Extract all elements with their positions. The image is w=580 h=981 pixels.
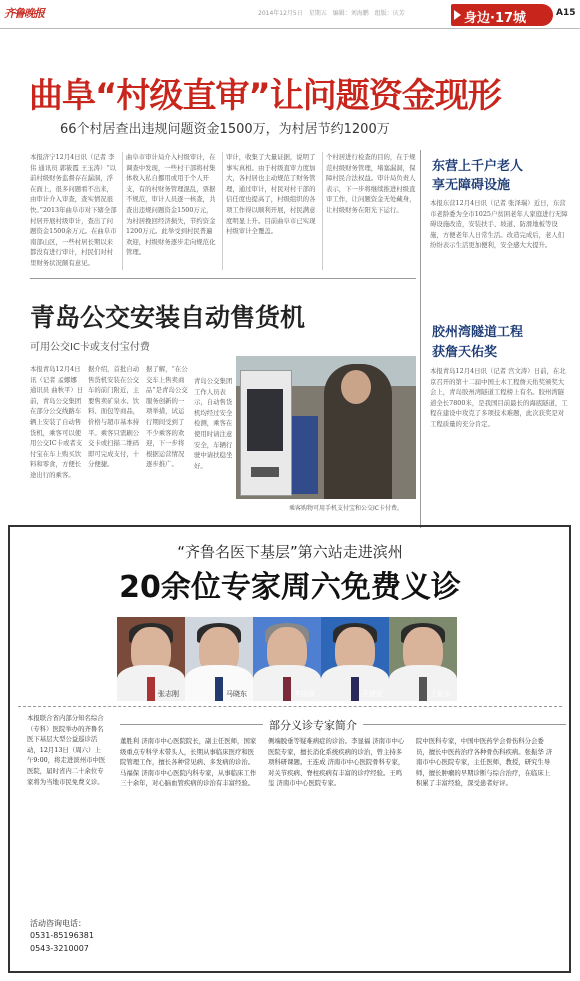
doctor-photo: [117, 617, 185, 701]
expert-bio-col3: 院中医科专家，中国中医药学会骨伤科分会委员，擅长中医药治疗各种骨伤科疾病。张振华 济南市中心医院专家，主任医师，教授，研究生导师，擅长肿瘤的早期诊断与综合治疗，在临床上积累了丰富经验，深受患者好评。: [416, 737, 553, 788]
doctor-name: 马晓东: [226, 690, 247, 698]
article1-col3: 审计，收集了大量证据，说明了事实真相。由于村级直审力度加大，各村居也主动规范了财务管理，通过审计，村民对村干部的信任度也提高了，村级组织的各项工作得以顺利开展，村民满意度明显上升。目前曲阜市已实现村级审计全覆盖。: [226, 153, 316, 236]
photo-caption: 乘客购物可用手机支付宝和公交IC卡付费。: [289, 505, 403, 512]
sidebar-divider: [420, 150, 421, 528]
section-arrow-icon: [454, 10, 461, 20]
doctor-photo: [185, 617, 253, 701]
doctor-photo-strip: [117, 617, 457, 701]
doctor-photo: [321, 617, 389, 701]
sidebar-story1-headline-line1: 东营上千户老人: [432, 159, 524, 174]
article2-top-rule: [30, 278, 416, 279]
sidebar-story2-headline-line2: 获詹天佑奖: [432, 345, 498, 360]
passenger-head: [341, 370, 371, 404]
doctor-name: 张志刚: [158, 690, 179, 698]
sidebar-story2-body: 本报青岛12月4日讯（记者 宫文涛）日前，在北京召开的第十二届中国土木工程詹天佑奖颁奖大会上，青岛胶州湾隧道工程榜上有名。胶州湾隧道全长7800米，是我国目前最长的海底隧道，工程在建设中攻克了多项技术难题，此次获奖是对工程质量的充分肯定。: [430, 367, 568, 428]
doctor-tie: [283, 677, 291, 701]
machine-screen: [247, 389, 283, 451]
doctor-name: 李国强: [294, 690, 315, 698]
doctor-photo: [389, 617, 457, 701]
newspaper-logo: 齐鲁晚报: [4, 7, 44, 20]
expert-bio-col1: 董胜利 济南市中心医院院长，副主任医师，国家级重点专科学术带头人，长期从事临床医疗和医院管理工作，擅长各种常见病、多发病的诊治。马福保 济南市中心医院内科专家，从事临床工作三十余年，对心脑血管疾病的诊治有丰富经验。: [120, 737, 257, 788]
article2-col2: 据介绍，首批自动售货机安装在公交车的前门附近，主要售卖矿泉水、饮料、面包等商品，价格与超市基本持平。乘客只需刷公交卡或扫描二维码即可完成支付，十分便捷。: [88, 365, 140, 469]
article1-col2: 曲阜市审计局介入村级审计，在调查中发现，一些村干部将村集体收入私自挪用或用于个人开支，有的村财务管理混乱，票据不规范，审计人员逐一核查，共查出违规问题资金1500万元，为村居挽回经济损失，节约资金1200万元。此举受到村民普遍欢迎，村级财务逐步走向规范化管理。: [126, 153, 216, 257]
article1-col4: 个村居进行检查的目的，在于规范村级财务管理，堵塞漏洞，保障村民合法权益。审计局负责人表示，下一步将继续推进村级直审工作，让问题资金无处藏身，让村级财务在阳光下运行。: [326, 153, 416, 214]
feature-headline: 20余位专家周六免费义诊: [119, 570, 461, 605]
expert-bio-col2: 侧端脱垂等疑难病症的诊治。李显福 济南市中心医院专家，擅长消化系统疾病的诊治，曾主持多项科研课题。王连成 济南市中心医院骨科专家，对关节疾病、脊柱疾病有丰富的诊疗经验。王鸣玺 济南市中心医院专家。: [268, 737, 405, 788]
sidebar-story2-headline-line1: 胶州湾隧道工程: [432, 325, 524, 340]
hotline-number: 0543-3210007: [30, 944, 89, 953]
hotline-label: 活动咨询电话：: [30, 919, 86, 928]
date-line: 2014年12月5日 星期五 编辑：刘海鹏 组版：庆芳: [258, 10, 405, 17]
feature-kicker: “齐鲁名医下基层”第六站走进滨州: [177, 543, 403, 561]
article2-headline: 青岛公交安装自动售货机: [30, 303, 306, 332]
vending-machine: [240, 370, 292, 496]
bus-seat: [292, 416, 318, 494]
hotline-number: 0531-85196381: [30, 931, 94, 940]
doctor-photo: [253, 617, 321, 701]
article1-subhead: 66个村居查出违规问题资金1500万，为村居节约1200万: [60, 122, 390, 137]
article2-subhead: 可用公交IC卡或支付宝付费: [30, 342, 150, 353]
section-badge: [451, 4, 553, 26]
article1-col1: 本报济宁12月4日讯（记者 李伟 通讯员 郭筱霞 王玉涛）“以前村级财务监督存在漏洞，浮在面上，很多问题看不出来，由审计介入审查，查实情况很快。”2013年曲阜市对下辖全部村居开展村级审计，查出了问题资金1500余万元。在曲阜市南部山区，一些村居长期以来都没有进行审计，村民们对村里财务状况颇有意见。: [30, 153, 117, 267]
col-divider: [222, 152, 223, 270]
col-divider: [322, 152, 323, 270]
masthead-rule: [0, 28, 580, 29]
section-title: 身边·17城: [464, 11, 527, 26]
experts-title: 部分义诊专家简介: [263, 717, 363, 733]
article2-col1: 本报青岛12月4日讯（记者 孟娜娜 通讯员 曲秋平）日前，青岛公交集团在部分公交线路车辆上安装了自动售货机，乘客可以使用公交IC卡或者支付宝在车上购买饮料和零食，方便长途出行的乘客。: [30, 365, 84, 479]
sidebar-story1-headline-line2: 享无障碍设施: [432, 178, 511, 193]
sidebar-story1-body: 本报东营12月4日讯（记者 张泽瑞）近日，东营市老龄委为全市1025户贫困老年人家庭进行无障碍设施改造，安装扶手、坡道、防滑地板等设施，方便老年人日常生活。改造完成后，老人们纷纷表示生活更加便利，安全感大大提升。: [430, 199, 568, 250]
article2-col4: 青岛公交集团工作人员表示，自动售货机均经过安全检测，乘客在使用时请注意安全，车辆行驶中请扶稳坐好。: [194, 377, 233, 470]
doctor-tie: [419, 677, 427, 701]
masthead: [0, 0, 580, 27]
machine-slot: [251, 467, 279, 477]
vending-machine-photo: [236, 356, 416, 499]
doctor-name: 王建民: [362, 690, 383, 698]
doctor-tie: [215, 677, 223, 701]
article2-col3: 据了解，“在公交车上售卖商品”是青岛公交服务创新的一项举措，试运行期间受到了不少乘客的欢迎，下一步将根据运营情况逐步推广。: [146, 365, 188, 469]
feature-dashed-rule: [18, 706, 562, 707]
doctor-name: 王振东: [430, 690, 451, 698]
col-divider: [122, 152, 123, 270]
doctor-tie: [147, 677, 155, 701]
doctor-tie: [351, 677, 359, 701]
page-number: A15: [556, 8, 576, 18]
article1-headline: 曲阜“村级直审”让问题资金现形: [29, 76, 501, 116]
feature-intro: 本报联合省内部分知名综合（专科）医院举办的齐鲁名医下基层大型公益巡诊活动，12月13日（周六）上午9:00，将走进滨州市中医医院，届时省内二十余位专家将为当地市民免费义诊。: [27, 714, 106, 786]
